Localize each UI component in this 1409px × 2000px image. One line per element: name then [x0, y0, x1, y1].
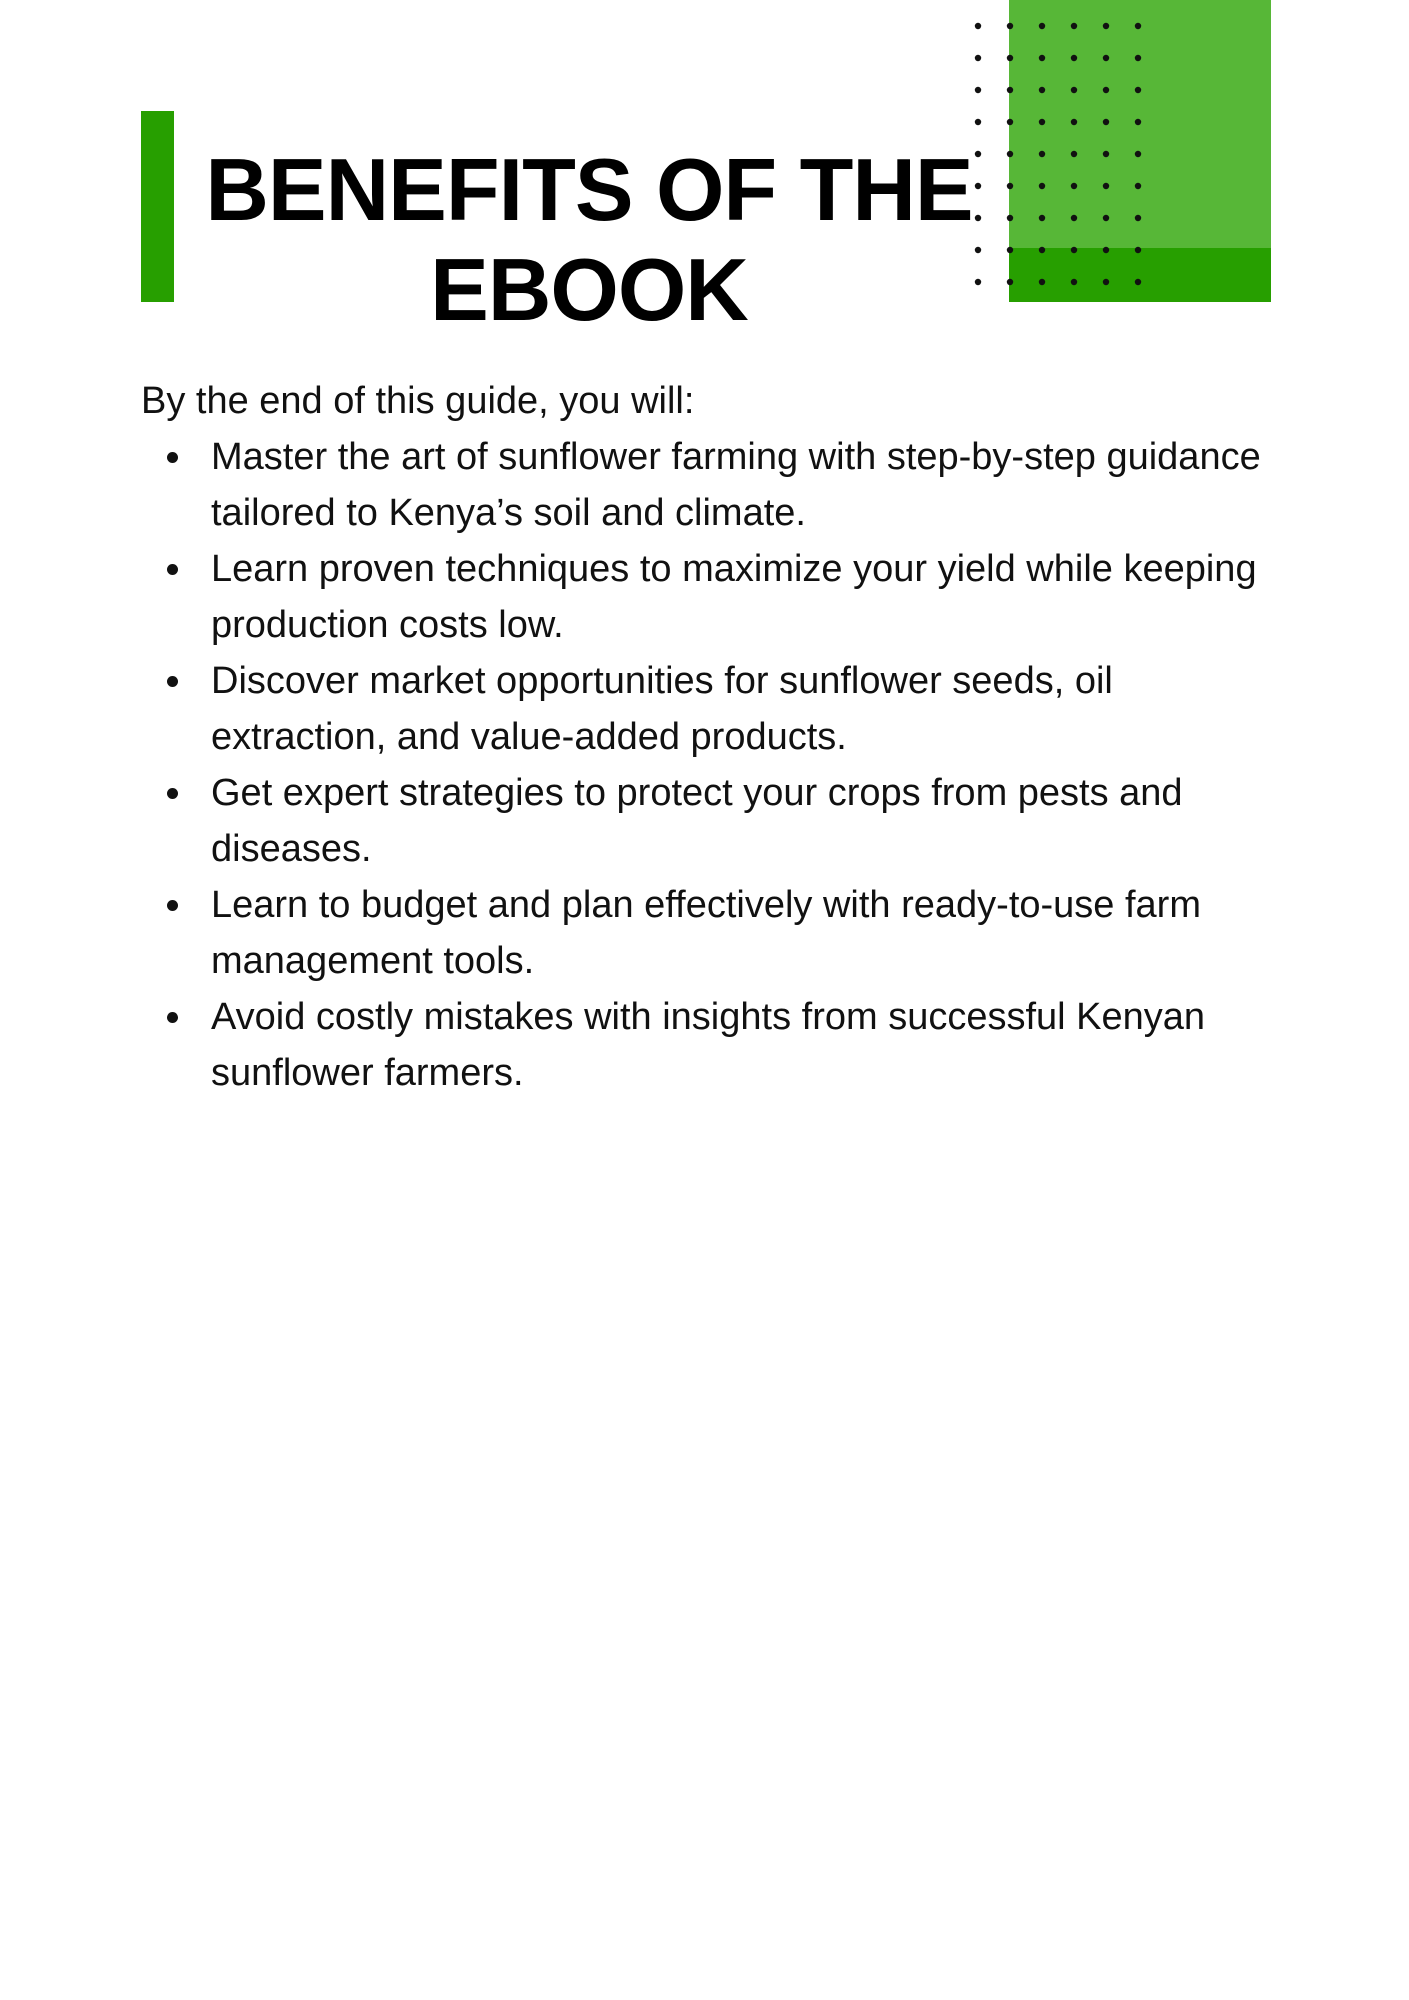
benefits-section	[141, 373, 1281, 1101]
list-item	[141, 877, 1281, 989]
list-item	[141, 429, 1281, 541]
bullet-icon	[167, 1012, 178, 1023]
benefits-list	[141, 429, 1281, 1101]
bullet-icon	[167, 788, 178, 799]
benefit-text: Master the art of sunflower farming with step-by-step guidance tailored to Kenya’s soil and climate.	[211, 436, 1261, 534]
bullet-icon	[167, 676, 178, 687]
benefit-text: Discover market opportunities for sunflower seeds, oil extraction, and value-added products.	[211, 660, 1113, 758]
list-item	[141, 653, 1281, 765]
title-accent-bar	[141, 111, 174, 302]
intro-text: By the end of this guide, you will:	[141, 380, 695, 422]
bullet-icon	[167, 452, 178, 463]
list-item	[141, 541, 1281, 653]
list-item	[141, 989, 1281, 1101]
benefit-text: Learn to budget and plan effectively with ready-to-use farm management tools.	[211, 884, 1201, 982]
benefit-text: Avoid costly mistakes with insights from successful Kenyan sunflower farmers.	[211, 996, 1206, 1094]
benefit-text: Get expert strategies to protect your crops from pests and diseases.	[211, 772, 1183, 870]
benefit-text: Learn proven techniques to maximize your yield while keeping production costs low.	[211, 548, 1257, 646]
list-item	[141, 765, 1281, 877]
bullet-icon	[167, 900, 178, 911]
bullet-icon	[167, 564, 178, 575]
page-title: BENEFITS OF THE EBOOK	[205, 140, 973, 339]
